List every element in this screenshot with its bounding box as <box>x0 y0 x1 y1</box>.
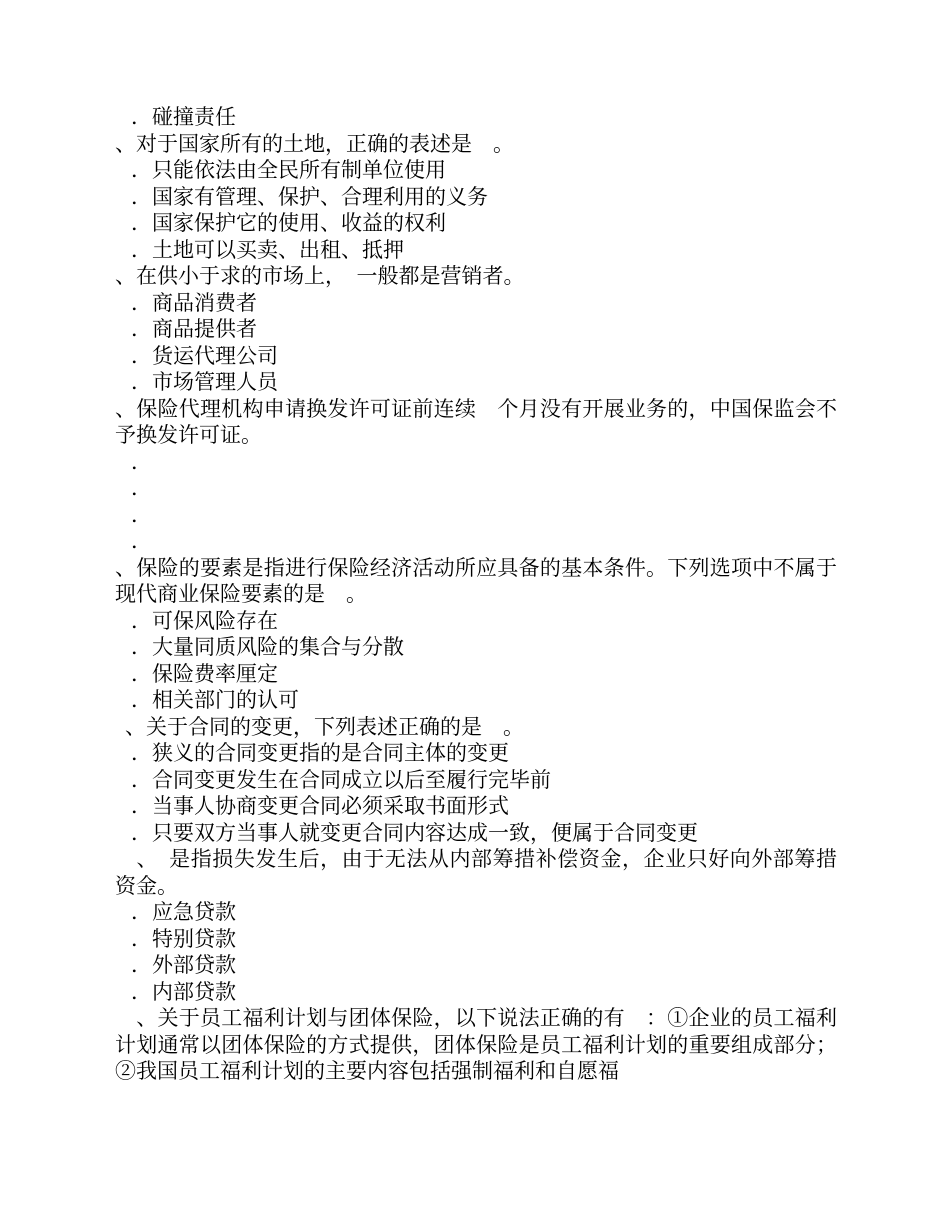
question-line: 、 是指损失发生后，由于无法从内部筹措补偿资金，企业只好向外部筹措资金。 <box>115 847 837 898</box>
question-line: 、保险代理机构申请换发许可证前连续 个月没有开展业务的，中国保监会不予换发许可证。 <box>115 396 837 447</box>
option-line: ．碰撞责任 <box>131 105 236 129</box>
option-line: ．市场管理人员 <box>131 370 278 394</box>
option-line: ．当事人协商变更合同必须采取书面形式 <box>131 794 509 818</box>
option-line: ． <box>131 529 152 553</box>
option-line: ．相关部门的认可 <box>131 688 299 712</box>
option-line: ．货运代理公司 <box>131 343 278 368</box>
question-line: 、保险的要素是指进行保险经济活动所应具备的基本条件。下列选项中不属于现代商业保险要素的是 。 <box>115 555 837 606</box>
option-line: ． <box>131 449 152 474</box>
option-line: ．国家保护它的使用、收益的权利 <box>131 211 446 235</box>
option-line: ．商品消费者 <box>131 290 257 315</box>
option-line: ． <box>131 476 152 500</box>
option-line: ．狭义的合同变更指的是合同主体的变更 <box>131 741 509 765</box>
document-page <box>115 104 837 1085</box>
option-line: ．可保风险存在 <box>131 608 278 633</box>
question-line: 、对于国家所有的土地，正确的表述是 。 <box>115 131 514 156</box>
option-line: ．商品提供者 <box>131 317 257 341</box>
option-line: ．只能依法由全民所有制单位使用 <box>131 158 446 182</box>
question-line: 、关于员工福利计划与团体保险，以下说法正确的有 ：①企业的员工福利计划通常以团体保险的方式提供，团体保险是员工福利计划的重要组成部分；②我国员工福利计划的主要内容包括强制福利和自愿福 <box>115 1006 837 1083</box>
option-line: ．国家有管理、保护、合理利用的义务 <box>131 184 488 209</box>
option-line: ．外部贷款 <box>131 953 236 977</box>
option-line: ．合同变更发生在合同成立以后至履行完毕前 <box>131 767 551 792</box>
option-line: ． <box>131 502 152 527</box>
option-line: ．大量同质风险的集合与分散 <box>131 635 404 659</box>
option-line: ．只要双方当事人就变更合同内容达成一致，便属于合同变更 <box>131 820 698 845</box>
question-line: 、关于合同的变更，下列表述正确的是 。 <box>125 714 524 739</box>
question-line: 、在供小于求的市场上， 一般都是营销者。 <box>115 264 525 288</box>
option-line: ．土地可以买卖、出租、抵押 <box>131 237 404 262</box>
option-line: ．应急贷款 <box>131 900 236 924</box>
option-line: ．特别贷款 <box>131 926 236 951</box>
option-line: ．内部贷款 <box>131 979 236 1004</box>
option-line: ．保险费率厘定 <box>131 661 278 686</box>
